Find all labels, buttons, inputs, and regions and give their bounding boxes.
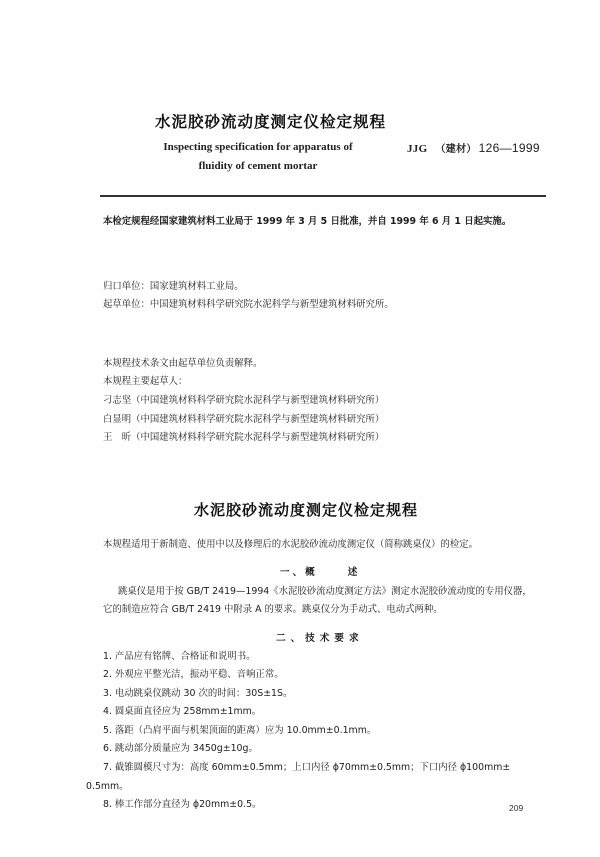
drafters-label: 本规程主要起草人： xyxy=(103,376,188,387)
requirement-item: 4. 圆桌面直径应为 258mm±1mm。 xyxy=(103,706,262,717)
drafter-entry: 白显明（中国建筑材料科学研究院水泥科学与新型建筑材料研究所） xyxy=(103,414,385,425)
requirement-item: 8. 棒工作部分直径为 ϕ20mm±0.5。 xyxy=(103,799,262,810)
requirement-item: 2. 外观应平整光洁，振动平稳、音响正常。 xyxy=(103,669,284,680)
drafting-unit: 起草单位：中国建筑材料科学研究院水泥科学与新型建筑材料研究所。 xyxy=(103,299,394,310)
overview-heading-part-1: 一、概 xyxy=(280,567,318,578)
standard-id: 126—1999 xyxy=(478,141,540,155)
standard-number xyxy=(407,140,540,155)
document-title-english-line-2: fluidity of cement mortar xyxy=(198,160,318,172)
standard-code: JJG xyxy=(407,143,428,155)
header-divider xyxy=(100,195,546,197)
requirements-heading: 二、技术要求 xyxy=(276,633,364,644)
drafter-entry: 刁志坚（中国建筑材料科学研究院水泥科学与新型建筑材料研究所） xyxy=(103,395,385,406)
scope-statement: 本规程适用于新制造、使用中以及修理后的水泥胶砂流动度测定仪（简称跳桌仪）的检定。 xyxy=(103,539,479,550)
requirement-item: 1. 产品应有铭牌、合格证和说明书。 xyxy=(103,651,256,662)
requirement-item-continuation: 0.5mm。 xyxy=(86,781,129,792)
overview-heading xyxy=(280,564,360,578)
overview-paragraph-line-1: 跳桌仪是用于按 GB/T 2419—1994《水泥胶砂流动度测定方法》测定水泥胶砂流动度的专用仪器， xyxy=(118,586,532,597)
requirement-item: 7. 截锥圆模尺寸为：高度 60mm±0.5mm；上口内径 ϕ70mm±0.5mm；下口内径 ϕ100mm± xyxy=(103,762,511,773)
document-title-english-line-1: Inspecting specification for apparatus of xyxy=(163,141,353,153)
drafter-entry: 王 昕（中国建筑材料科学研究院水泥科学与新型建筑材料研究所） xyxy=(103,432,385,443)
approval-statement: 本检定规程经国家建筑材料工业局于 1999 年 3 月 5 日批准，并自 1999 年 6 月 1 日起实施。 xyxy=(103,216,512,227)
document-title-chinese: 水泥胶砂流动度测定仪检定规程 xyxy=(155,113,387,131)
standard-org: （建材） xyxy=(435,144,477,155)
requirement-item: 3. 电动跳桌仪跳动 30 次的时间：30S±1S。 xyxy=(103,688,293,699)
overview-paragraph-line-2: 它的制造应符合 GB/T 2419 中附录 A 的要求。跳桌仪分为手动式、电动式两种。 xyxy=(103,604,443,615)
requirement-item: 6. 跳动部分质量应为 3450g±10g。 xyxy=(103,743,258,754)
requirement-item: 5. 落距（凸肩平面与机架顶面的距离）应为 10.0mm±0.1mm。 xyxy=(103,725,377,736)
responsible-unit: 归口单位：国家建筑材料工业局。 xyxy=(103,281,244,292)
overview-heading-part-2: 述 xyxy=(347,567,361,578)
page-number: 209 xyxy=(509,803,524,813)
section-title: 水泥胶砂流动度测定仪检定规程 xyxy=(193,501,418,519)
interpretation-note: 本规程技术条文由起草单位负责解释。 xyxy=(103,358,263,369)
